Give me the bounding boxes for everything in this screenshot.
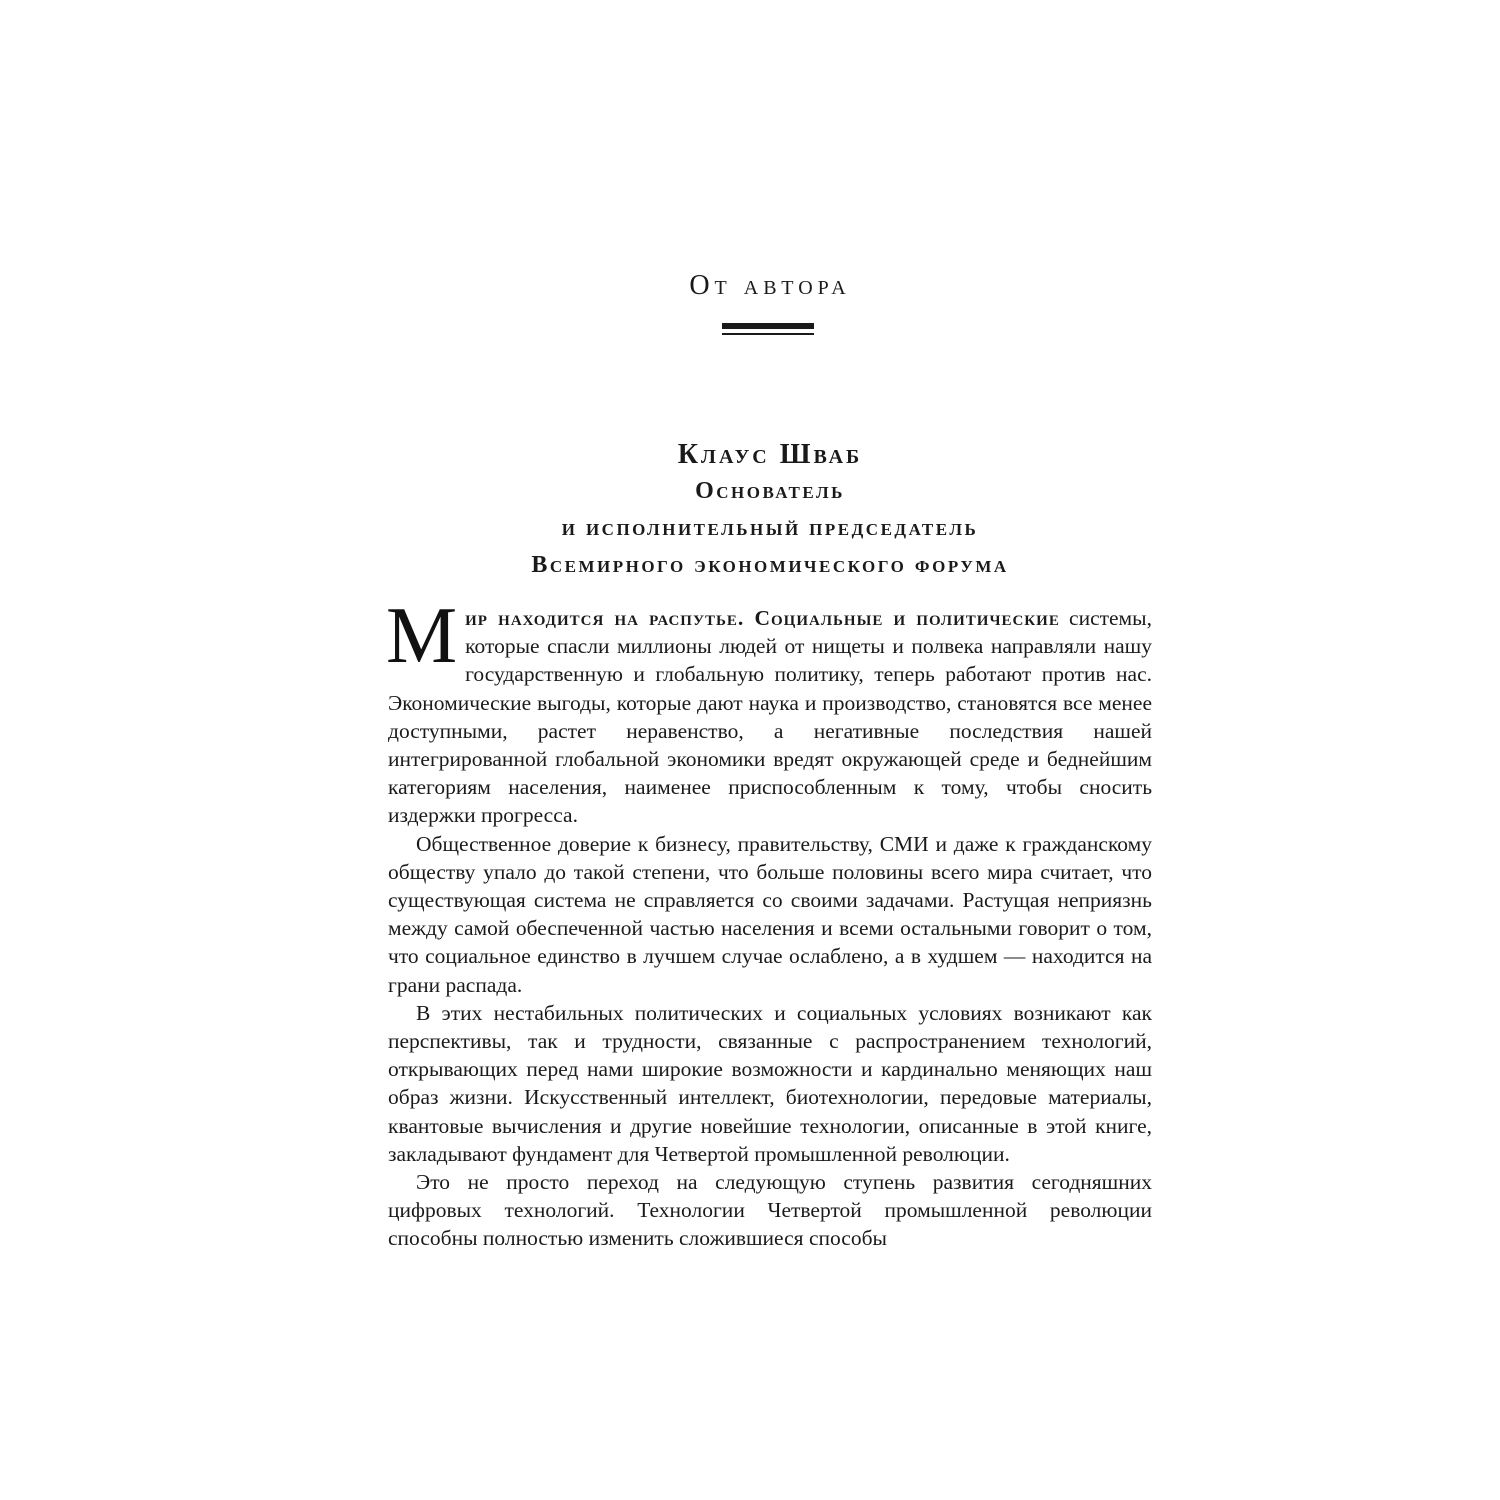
body-text [386, 592, 1152, 1253]
author-role-line: и исполнительный председатель [561, 515, 979, 541]
author-role-line: Основатель [695, 478, 845, 504]
drop-cap: М [386, 592, 458, 680]
author-block [388, 436, 1152, 584]
paragraph-text: системы, которые спасли миллионы людей от нищеты и полвека направляли нашу государственную и глобальную политику, теперь работают против нас. Экономические выгоды, которые дают наука и производство, становятся все менее доступными, растет неравенство, а негативные последствия нашей интегрированной глобальной экономики вредят окружающей среде и беднейшим категориям населения, наименее приспособленным к тому, чтобы сносить издержки прогресса. [388, 606, 1152, 828]
lead-in-small-caps: ир находится на распутье. Социальные и политические [465, 606, 1060, 630]
paragraph: В этих нестабильных политических и социальных условиях возникают как перспективы, так и трудности, связанные с распространением технологий, открывающих перед нами широкие возможности и кардинально меняющих наш образ жизни. Искусственный интеллект, биотехнологии, передовые материалы, квантовые вычисления и другие новейшие технологии, описанные в этой книге, закладывают фундамент для Четвертой промышленной революции. [388, 1000, 1152, 1166]
title-rule-thin-line [722, 333, 814, 335]
chapter-title: От автора [689, 270, 851, 301]
paragraph: Общественное доверие к бизнесу, правительству, СМИ и даже к гражданскому обществу упало до такой степени, что больше половины всего мира считает, что существующая система не справляется со своими задачами. Растущая неприязнь между самой обеспеченной частью населения и всеми остальными говорит о том, что социальное единство в лучшем случае ослаблено, а в худшем — находится на грани распада. [388, 831, 1152, 997]
title-rule-divider [722, 323, 814, 335]
author-name: Клаус Шваб [677, 439, 863, 470]
author-role-line: Всемирного экономического форума [531, 552, 1009, 578]
paragraph: Это не просто переход на следующую ступень развития сегодняшних цифровых технологий. Технологии Четвертой промышленной революции способны полностью изменить сложившиеся способы [388, 1170, 1152, 1251]
paragraph [386, 592, 1152, 830]
